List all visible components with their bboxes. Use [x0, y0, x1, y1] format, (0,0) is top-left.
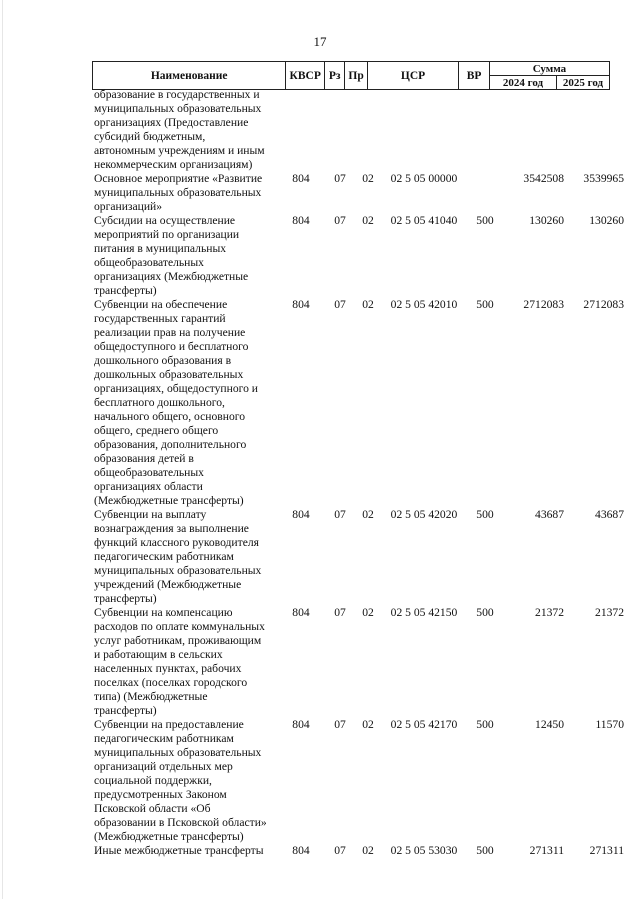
cell-kvsr: 804: [292, 172, 310, 185]
header-pr: Пр: [345, 62, 367, 90]
cell-vr: 500: [476, 214, 494, 227]
row-name-line: Псковской области «Об: [94, 802, 211, 815]
row-name-line: начального общего, основного: [94, 410, 246, 423]
row-name-line: Субвенции на компенсацию: [94, 606, 233, 619]
cell-s2025: 11570: [595, 718, 624, 731]
cell-pr: 02: [362, 606, 374, 619]
cell-s2025: 3539965: [583, 172, 624, 185]
row-name: [94, 508, 278, 606]
cell-s2024: 12450: [535, 718, 564, 731]
cell-rz: 07: [334, 298, 346, 311]
row-name-line: организаций отдельных мер: [94, 760, 233, 773]
cell-s2025: 271311: [589, 844, 624, 857]
cell-pr: 02: [362, 718, 374, 731]
row-name-line: Иные межбюджетные трансферты: [94, 844, 264, 857]
row-name-line: социальной поддержки,: [94, 774, 212, 787]
table-row: [94, 298, 624, 508]
cell-pr: 02: [362, 172, 374, 185]
cell-s2024: 271311: [529, 844, 564, 857]
page-edge: [2, 0, 3, 899]
row-name-line: мероприятий по организации: [94, 228, 240, 241]
cell-s2025: 2712083: [583, 298, 624, 311]
row-name-line: (Межбюджетные трансферты): [94, 830, 244, 843]
row-name-line: педагогическим работникам: [94, 550, 234, 563]
cell-pr: 02: [362, 508, 374, 521]
cell-vr: 500: [476, 298, 494, 311]
row-name-line: муниципальных образовательных: [94, 746, 262, 759]
cell-s2025: 130260: [589, 214, 624, 227]
row-name-line: населенных пунктах, рабочих: [94, 662, 242, 675]
row-name: [94, 606, 278, 718]
cell-kvsr: 804: [292, 298, 310, 311]
table-row: [94, 844, 624, 858]
cell-s2025: 43687: [595, 508, 624, 521]
row-name-line: трансферты): [94, 704, 157, 717]
row-name-line: Субвенции на выплату: [94, 508, 207, 521]
row-name: [94, 88, 278, 172]
row-name-line: поселках (поселках городского: [94, 676, 248, 689]
cell-vr: 500: [476, 508, 494, 521]
row-name-line: муниципальных образовательных: [94, 186, 262, 199]
row-name-line: типа) (Межбюджетные: [94, 690, 208, 703]
row-name-line: автономным учреждениям и иным: [94, 144, 265, 157]
row-name-line: организациях, общедоступного и: [94, 382, 258, 395]
row-name-line: Основное мероприятие «Развитие: [94, 172, 263, 185]
cell-rz: 07: [334, 214, 346, 227]
row-name-line: организациях (Предоставление: [94, 116, 249, 129]
row-name-line: общедоступного и бесплатного: [94, 340, 249, 353]
cell-rz: 07: [334, 844, 346, 857]
table-body: [94, 88, 624, 858]
header-csr: ЦСР: [367, 62, 459, 90]
row-name-line: дошкольного образования в: [94, 354, 232, 367]
table-row: [94, 88, 614, 172]
row-name-line: образование в государственных и: [94, 88, 260, 101]
row-name-line: Субвенции на предоставление: [94, 718, 244, 731]
row-name-line: дошкольных образовательных: [94, 368, 244, 381]
row-name-line: питания в муниципальных: [94, 242, 227, 255]
table-row: [94, 606, 624, 718]
table-header: [92, 61, 610, 89]
row-name-line: государственных гарантий: [94, 312, 226, 325]
cell-s2024: 2712083: [523, 298, 564, 311]
cell-kvsr: 804: [292, 844, 310, 857]
cell-csr: 02 5 05 53030: [390, 844, 458, 857]
cell-s2024: 43687: [535, 508, 564, 521]
cell-rz: 07: [334, 606, 346, 619]
row-name: [94, 214, 278, 298]
table-row: [94, 508, 624, 606]
row-name-line: Субсидии на осуществление: [94, 214, 236, 227]
row-name-line: организациях (Межбюджетные: [94, 270, 249, 283]
cell-kvsr: 804: [292, 718, 310, 731]
row-name-line: реализации прав на получение: [94, 326, 246, 339]
row-name-line: некоммерческим организациям): [94, 158, 253, 171]
row-name-line: расходов по оплате коммунальных: [94, 620, 265, 633]
header-year-2025: 2025 год: [557, 76, 610, 90]
row-name-line: учреждений (Межбюджетные: [94, 578, 242, 591]
row-name-line: общеобразовательных: [94, 466, 204, 479]
row-name-line: общеобразовательных: [94, 256, 204, 269]
row-name-line: образовании в Псковской области»: [94, 816, 267, 829]
header-kvsr: КВСР: [286, 62, 325, 90]
row-name-line: трансферты): [94, 284, 157, 297]
row-name-line: функций классного руководителя: [94, 536, 259, 549]
cell-vr: 500: [476, 844, 494, 857]
header-sum: Сумма: [489, 62, 609, 76]
row-name: [94, 718, 278, 844]
row-name-line: субсидий бюджетным,: [94, 130, 206, 143]
header-rz: Рз: [325, 62, 345, 90]
cell-kvsr: 804: [292, 508, 310, 521]
row-name-line: услуг работникам, проживающим: [94, 634, 262, 647]
row-name-line: муниципальных образовательных: [94, 102, 262, 115]
cell-rz: 07: [334, 508, 346, 521]
cell-s2024: 130260: [529, 214, 564, 227]
row-name-line: и работающим в сельских: [94, 648, 223, 661]
row-name-line: бесплатного дошкольного,: [94, 396, 225, 409]
cell-pr: 02: [362, 844, 374, 857]
row-name: [94, 298, 278, 508]
row-name-line: образования, дополнительного: [94, 438, 247, 451]
row-name-line: общего, среднего общего: [94, 424, 219, 437]
row-name-line: организаций»: [94, 200, 163, 213]
cell-csr: 02 5 05 42150: [390, 606, 458, 619]
cell-vr: 500: [476, 606, 494, 619]
row-name-line: Субвенции на обеспечение: [94, 298, 228, 311]
table-row: [94, 214, 624, 298]
cell-csr: 02 5 05 41040: [390, 214, 458, 227]
cell-pr: 02: [362, 298, 374, 311]
row-name: [94, 844, 278, 858]
table-row: [94, 172, 624, 214]
cell-kvsr: 804: [292, 606, 310, 619]
cell-vr: 500: [476, 718, 494, 731]
cell-csr: 02 5 05 00000: [390, 172, 458, 185]
cell-rz: 07: [334, 172, 346, 185]
table-row: [94, 718, 624, 844]
page-number: 17: [313, 34, 327, 49]
row-name-line: образования детей в: [94, 452, 194, 465]
header-name: Наименование: [93, 62, 286, 90]
row-name-line: педагогическим работникам: [94, 732, 234, 745]
cell-csr: 02 5 05 42020: [390, 508, 458, 521]
cell-s2024: 21372: [535, 606, 564, 619]
row-name: [94, 172, 278, 214]
cell-pr: 02: [362, 214, 374, 227]
cell-rz: 07: [334, 718, 346, 731]
cell-csr: 02 5 05 42170: [390, 718, 458, 731]
cell-s2024: 3542508: [523, 172, 564, 185]
row-name-line: предусмотренных Законом: [94, 788, 227, 801]
row-name-line: (Межбюджетные трансферты): [94, 494, 244, 507]
cell-kvsr: 804: [292, 214, 310, 227]
cell-csr: 02 5 05 42010: [390, 298, 458, 311]
row-name-line: вознаграждения за выполнение: [94, 522, 249, 535]
row-name-line: трансферты): [94, 592, 157, 605]
row-name-line: муниципальных образовательных: [94, 564, 262, 577]
row-name-line: организациях области: [94, 480, 203, 493]
cell-s2025: 21372: [595, 606, 624, 619]
header-year-2024: 2024 год: [489, 76, 556, 90]
header-vr: ВР: [459, 62, 490, 90]
